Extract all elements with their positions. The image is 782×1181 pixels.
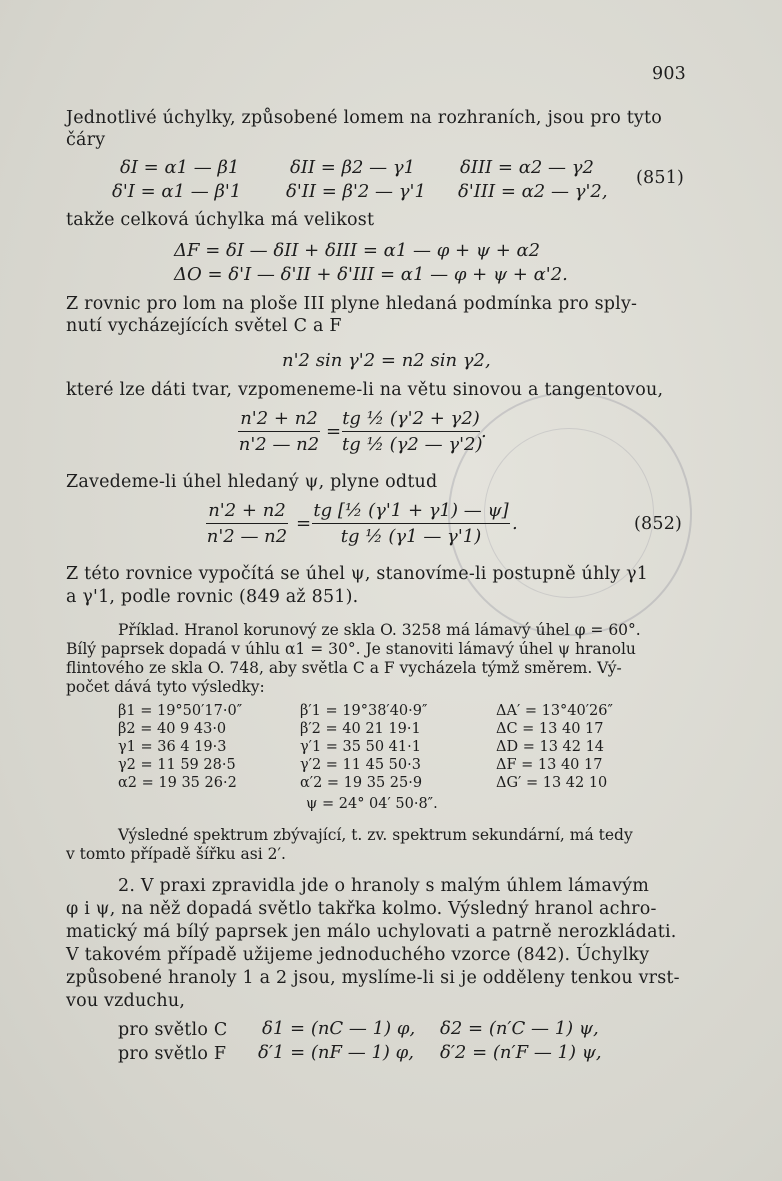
fraction-2-period: . xyxy=(512,513,518,534)
results-column-1 xyxy=(118,702,242,792)
paragraph-7-line-2: v tomto případě šířku asi 2′. xyxy=(66,845,286,863)
result-row: γ′2 = 11 45 50·3 xyxy=(300,757,421,773)
result-row: α′2 = 19 35 25·9 xyxy=(300,775,423,791)
paragraph-6-line-2: a γ'1, podle rovnic (849 až 851). xyxy=(66,587,359,607)
results-column-3 xyxy=(496,702,613,792)
result-row: β1 = 19°50′17·0″ xyxy=(118,703,243,719)
result-row: ΔC = 13 40 17 xyxy=(496,721,604,737)
fraction-1-right-numerator: tg ½ (γ'2 + γ2) xyxy=(342,408,480,429)
light-f-eq-2: δ′2 = (n′F — 1) ψ, xyxy=(440,1042,602,1063)
result-row: ΔA′ = 13°40′26″ xyxy=(496,703,613,719)
fraction-1-right-denominator: tg ½ (γ2 — γ'2) xyxy=(342,434,483,455)
example-line-3: flintového ze skla O. 748, aby světla C a F vycházela týmž směrem. Vý- xyxy=(66,659,622,677)
psi-result: ψ = 24° 04′ 50·8″. xyxy=(306,796,438,812)
paragraph-8-line-4: V takovém případě užijeme jednoduchého vzorce (842). Úchylky xyxy=(66,945,650,965)
fraction-2-left xyxy=(206,500,288,547)
light-c-eq-2: δ2 = (n′C — 1) ψ, xyxy=(440,1018,599,1039)
fraction-1-right xyxy=(342,408,483,455)
equation-number-851: (851) xyxy=(636,168,685,188)
fraction-2-right-numerator: tg [½ (γ'1 + γ1) — ψ] xyxy=(313,500,509,521)
paragraph-8-line-1: 2. V praxi zpravidla jde o hranoly s malým úhlem lámavým xyxy=(118,876,650,896)
fraction-1-equals: = xyxy=(326,421,342,442)
fraction-2-right xyxy=(312,500,510,547)
paragraph-3-line-1: Z rovnic pro lom na ploše III plyne hledaná podmínka pro sply- xyxy=(66,294,638,314)
paragraph-8-line-3: matický má bílý paprsek jen málo uchylovati a patrně nerozkládati. xyxy=(66,922,677,942)
eq851-b3: δ'III = α2 — γ'2, xyxy=(458,181,608,202)
fraction-2-equals: = xyxy=(296,513,312,534)
result-row: γ1 = 36 4 19·3 xyxy=(118,739,227,755)
result-row: α2 = 19 35 26·2 xyxy=(118,775,237,791)
result-row: ΔG′ = 13 42 10 xyxy=(496,775,608,791)
example-line-4: počet dává tyto výsledky: xyxy=(66,678,265,696)
paragraph-5: Zavedeme-li úhel hledaný ψ, plyne odtud xyxy=(66,472,438,492)
fraction-1-period: . xyxy=(481,421,487,442)
light-f-eq-1: δ′1 = (nF — 1) φ, xyxy=(258,1042,414,1063)
paragraph-4: které lze dáti tvar, vzpomeneme-li na větu sinovou a tangentovou, xyxy=(66,380,664,400)
results-column-2 xyxy=(300,702,427,792)
paragraph-8-line-2: φ i ψ, na něž dopadá světlo takřka kolmo. Výsledný hranol achro- xyxy=(66,899,657,919)
delta-eq-line-2: ΔO = δ'I — δ'II + δ'III = α1 — φ + ψ + α'2. xyxy=(174,264,568,285)
light-c-eq-1: δ1 = (nC — 1) φ, xyxy=(262,1018,416,1039)
fraction-2-left-numerator: n'2 + n2 xyxy=(208,500,286,521)
result-row: ΔF = 13 40 17 xyxy=(496,757,603,773)
snell-equation: n'2 sin γ'2 = n2 sin γ2, xyxy=(282,350,491,371)
fraction-2-right-denominator: tg ½ (γ1 — γ'1) xyxy=(340,526,482,547)
fraction-1-left xyxy=(238,408,320,455)
eq851-b2: δ'II = β'2 — γ'1 xyxy=(286,181,426,202)
eq851-a3: δIII = α2 — γ2 xyxy=(460,157,594,178)
paragraph-8-line-6: vou vzduchu, xyxy=(66,991,186,1011)
result-row: γ2 = 11 59 28·5 xyxy=(118,757,236,773)
example-line-2: Bílý paprsek dopadá v úhlu α1 = 30°. Je stanoviti lámavý úhel ψ hranolu xyxy=(66,640,636,658)
fraction-1-left-denominator: n'2 — n2 xyxy=(238,434,320,455)
paragraph-1-line-2: čáry xyxy=(66,130,106,150)
eq851-b1: δ'I = α1 — β'1 xyxy=(112,181,242,202)
eq851-a1: δI = α1 — β1 xyxy=(120,157,240,178)
paragraph-6-line-1: Z této rovnice vypočítá se úhel ψ, stanovíme-li postupně úhly γ1 xyxy=(66,564,649,584)
result-row: γ′1 = 35 50 41·1 xyxy=(300,739,421,755)
light-f-label: pro světlo F xyxy=(118,1044,227,1064)
delta-eq-line-1: ΔF = δI — δII + δIII = α1 — φ + ψ + α2 xyxy=(174,240,541,261)
eq851-a2: δII = β2 — γ1 xyxy=(290,157,416,178)
equation-number-852: (852) xyxy=(634,514,683,534)
light-c-label: pro světlo C xyxy=(118,1020,228,1040)
paragraph-1-line-1: Jednotlivé úchylky, způsobené lomem na rozhraních, jsou pro tyto xyxy=(66,108,662,128)
paragraph-7-line-1: Výsledné spektrum zbývající, t. zv. spektrum sekundární, má tedy xyxy=(118,826,633,844)
result-row: ΔD = 13 42 14 xyxy=(496,739,605,755)
paragraph-8-line-5: způsobené hranoly 1 a 2 jsou, myslíme-li si je odděleny tenkou vrst- xyxy=(66,968,680,988)
fraction-2-left-denominator: n'2 — n2 xyxy=(206,526,288,547)
fraction-1-left-numerator: n'2 + n2 xyxy=(240,408,318,429)
result-row: β′2 = 40 21 19·1 xyxy=(300,721,421,737)
paragraph-2: takže celková úchylka má velikost xyxy=(66,210,375,230)
page-number: 903 xyxy=(652,64,687,84)
result-row: β′1 = 19°38′40·9″ xyxy=(300,703,428,719)
example-line-1: Příklad. Hranol korunový ze skla O. 3258 má lámavý úhel φ = 60°. xyxy=(118,621,641,639)
result-row: β2 = 40 9 43·0 xyxy=(118,721,227,737)
paragraph-3-line-2: nutí vycházejících světel C a F xyxy=(66,316,342,336)
